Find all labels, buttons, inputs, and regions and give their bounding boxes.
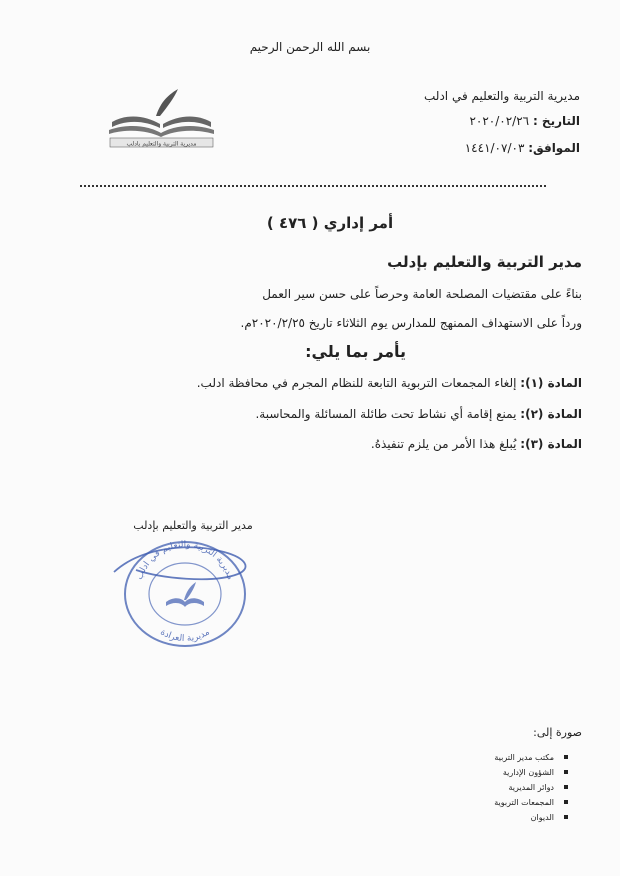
recipient-label: الديوان (530, 813, 554, 822)
hijri-date-line (340, 141, 580, 155)
list-item (408, 750, 568, 765)
article-2-label: المادة (٢): (520, 407, 582, 421)
recipient-label: المجمعات التربوية (494, 798, 554, 807)
copies-title: صورة إلى: (533, 726, 582, 739)
stamp-bottom-text (158, 627, 211, 644)
hijri-label: الموافق: (528, 141, 580, 155)
stamp-inner-ring (149, 563, 221, 625)
orders-heading: يأمر بما يلي: (305, 342, 406, 361)
article-3-text: يُبلغ هذا الأمر من يلزم تنفيذهُ. (370, 437, 517, 451)
list-item (408, 765, 568, 780)
logo-caption: مديرية التربية والتعليم بادلب (126, 140, 197, 148)
list-item (408, 780, 568, 795)
list-item (408, 810, 568, 825)
preamble-line-2: ورداً على الاستهداف الممنهج للمدارس يوم الثلاثاء تاريخ ٢٠٢٠/٢/٢٥م. (240, 316, 582, 330)
order-title: أمر إداري ( ٤٧٦ ) (266, 214, 394, 232)
bullet-icon (564, 770, 568, 774)
article-2 (42, 407, 582, 421)
recipients-list (408, 750, 568, 825)
date-label: التاريخ : (532, 114, 580, 128)
article-1-label: المادة (١): (520, 376, 582, 390)
recipient-label: دوائر المديرية (508, 783, 554, 792)
logo-book-base (109, 126, 214, 137)
article-1 (42, 376, 582, 390)
bullet-icon (564, 785, 568, 789)
director-line: مدير التربية والتعليم بإدلب (387, 253, 582, 271)
article-3-label: المادة (٣): (520, 437, 582, 451)
bullet-icon (564, 815, 568, 819)
dotted-divider (80, 185, 546, 187)
date-line (340, 114, 580, 128)
date-value: ٢٠٢٠/٠٢/٢٦ (469, 114, 530, 128)
stamp-quill-icon (184, 582, 196, 600)
recipient-label: الشؤون الإدارية (502, 768, 554, 777)
article-3 (42, 437, 582, 451)
logo-quill (156, 89, 178, 116)
basmala: بسم الله الرحمن الرحيم (249, 40, 371, 54)
bullet-icon (564, 755, 568, 759)
hijri-value: ١٤٤١/٠٧/٠٣ (464, 141, 525, 155)
list-item (408, 795, 568, 810)
directorate-name: مديرية التربية والتعليم في ادلب (424, 89, 580, 103)
article-1-text: إلغاء المجمعات التربوية التابعة للنظام المجرم في محافظة ادلب. (196, 376, 517, 390)
bullet-icon (564, 800, 568, 804)
preamble-line-1: بناءً على مقتضيات المصلحة العامة وحرصاً على حسن سير العمل (262, 287, 582, 301)
stamp-top-text-path: مديرية التربية والتعليم في ادلب (134, 539, 236, 582)
signature-title: مدير التربية والتعليم بإدلب (133, 519, 253, 532)
ministry-logo (104, 86, 219, 148)
stamp-outer-ring (125, 539, 245, 646)
article-2-text: يمنع إقامة أي نشاط تحت طائلة المسائلة والمحاسبة. (255, 407, 517, 421)
recipient-label: مكتب مدير التربية (494, 753, 554, 762)
stamp-bottom-text-path: مديرية العرادة (158, 627, 212, 645)
stamp-top-text (135, 540, 235, 581)
